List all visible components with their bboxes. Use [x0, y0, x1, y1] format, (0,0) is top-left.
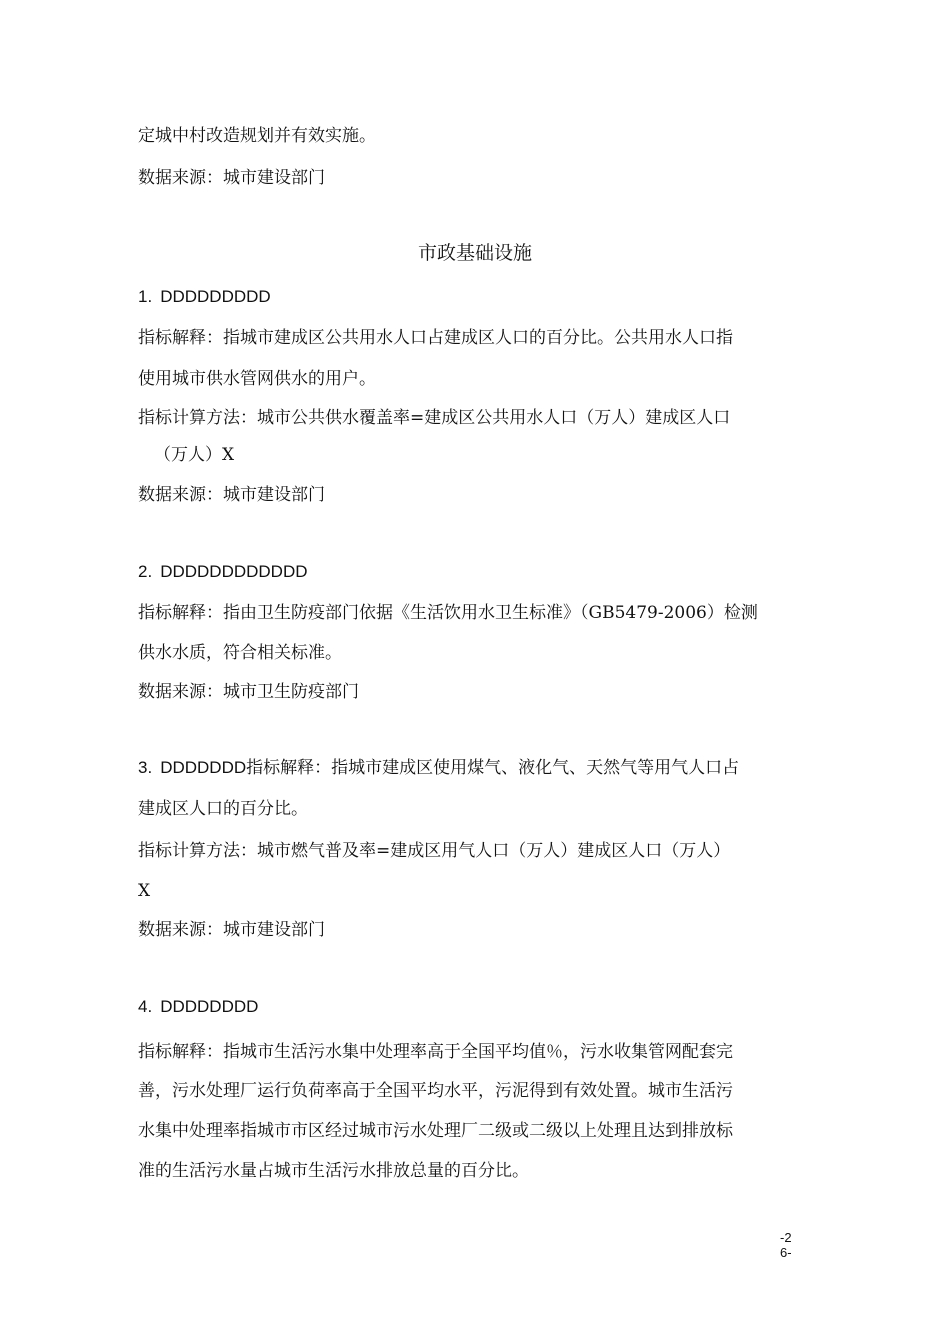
item-3-method-line-1: 指标计算方法：城市燃气普及率=建成区用气人口（万人）建成区人口（万人） [138, 841, 731, 861]
item-3-number: 3. [138, 758, 153, 777]
item-4-heading [138, 995, 258, 1019]
item-1-explanation-line-2: 使用城市供水管网供水的用户。 [138, 369, 376, 389]
item-4-explanation-line-1: 指标解释：指城市生活污水集中处理率高于全国平均值％，污水收集管网配套完 [138, 1042, 733, 1062]
intro-data-source: 数据来源：城市建设部门 [138, 168, 325, 188]
item-3-method-line-2: X [138, 881, 151, 901]
section-title: 市政基础设施 [417, 242, 532, 264]
item-2-heading [138, 560, 308, 584]
item-1-method-line-1: 指标计算方法：城市公共供水覆盖率=建成区公共用水人口（万人）建成区人口 [138, 408, 731, 428]
item-3-heading [138, 756, 739, 780]
intro-continuation: 定城中村改造规划并有效实施。 [138, 126, 376, 146]
page-number-line-2: 6- [780, 1245, 792, 1260]
item-3-explanation-line-1: 指标解释：指城市建成区使用煤气、液化气、天然气等用气人口占 [246, 758, 740, 778]
item-4-explanation-line-4: 准的生活污水量占城市生活污水排放总量的百分比。 [138, 1161, 529, 1181]
item-1-number: 1. [138, 287, 153, 306]
item-4-number: 4. [138, 997, 153, 1016]
item-1-method-line-2: （万人）X [154, 445, 235, 465]
item-1-code: DDDDDDDDD [160, 287, 271, 306]
item-4-explanation-line-2: 善，污水处理厂运行负荷率高于全国平均水平，污泥得到有效处置。城市生活污 [138, 1081, 733, 1101]
item-4-explanation-line-3: 水集中处理率指城市市区经过城市污水处理厂二级或二级以上处理且达到排放标 [138, 1121, 733, 1141]
item-3-code: DDDDDDD [160, 758, 247, 777]
item-2-data-source: 数据来源：城市卫生防疫部门 [138, 682, 359, 702]
item-2-explanation-line-2: 供水水质，符合相关标准。 [138, 643, 342, 663]
item-4-code: DDDDDDDD [160, 997, 259, 1016]
item-3-data-source: 数据来源：城市建设部门 [138, 920, 325, 940]
item-2-code: DDDDDDDDDDDD [160, 562, 308, 581]
item-2-explanation-line-1: 指标解释：指由卫生防疫部门依据《生活饮用水卫生标准》（GB5479-2006）检测 [138, 603, 758, 623]
item-3-explanation-line-2: 建成区人口的百分比。 [138, 799, 308, 819]
item-1-explanation-line-1: 指标解释：指城市建成区公共用水人口占建成区人口的百分比。公共用水人口指 [138, 328, 733, 348]
item-2-number: 2. [138, 562, 153, 581]
item-1-data-source: 数据来源：城市建设部门 [138, 485, 325, 505]
page-number-line-1: -2 [780, 1230, 792, 1245]
item-1-heading [138, 285, 271, 309]
